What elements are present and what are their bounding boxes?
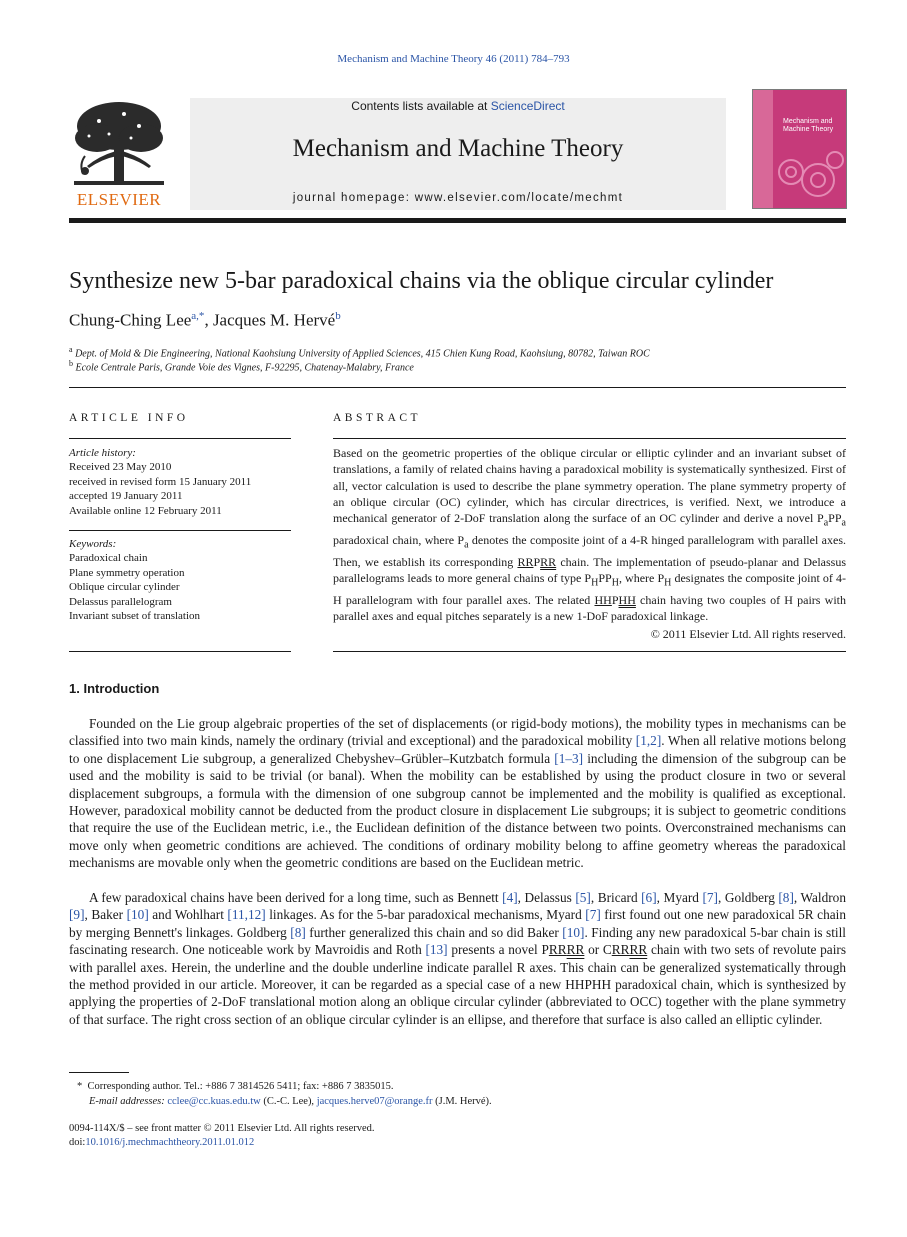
intro-paragraph-1 <box>69 715 846 872</box>
citation-link[interactable]: [7] <box>585 907 601 923</box>
para-text: or C <box>584 942 612 958</box>
intro-paragraph-2 <box>69 889 846 1028</box>
underlined-rr: RR <box>517 554 534 569</box>
subscript-h: H <box>611 577 619 589</box>
abstract-part: , where P <box>618 570 665 585</box>
abstract-rule-bottom <box>333 651 846 652</box>
email-lee-who: (C.-C. Lee), <box>260 1096 317 1107</box>
email-lee-link[interactable]: cclee@cc.kuas.edu.tw <box>167 1096 261 1107</box>
para-text: , Myard <box>656 890 703 905</box>
para-text: chain with two sets of revolute pairs with parallel axes. Herein, the underline and the double underline indicate parallel R axes. This chain can be generalized systematically through the method provided in our article. Moreover, it can be regarded as a special case of a new HHPHH paradoxical chain, which is synthesized by applying the properties of 2-DoF translational motion along an oblique circular cylinder (abbreviated to OCC) together with the plane symmetry of that surface. The right cross section of an oblique circular cylinder is an ellipse, and therefore that surface is also called an elliptic cylinder. <box>69 942 847 1027</box>
para-text: linkages. As for the 5-bar paradoxical mechanisms, Myard <box>265 907 586 923</box>
para-text: , Baker <box>84 907 127 923</box>
history-accepted: accepted 19 January 2011 <box>69 490 183 503</box>
section-heading-introduction: 1. Introduction <box>69 681 160 696</box>
elsevier-wordmark: ELSEVIER <box>76 190 162 209</box>
history-label: Article history: <box>69 447 136 459</box>
article-info-heading: ARTICLE INFO <box>69 412 189 424</box>
article-info-rule-top <box>69 438 291 439</box>
paper-title: Synthesize new 5-bar paradoxical chains via the oblique circular cylinder <box>69 268 774 294</box>
subscript-h: H <box>664 577 672 589</box>
affiliation-a <box>69 345 849 359</box>
citation-link[interactable]: [5] <box>575 890 591 905</box>
abstract-part: PP <box>598 570 612 585</box>
author-lee[interactable]: Chung-Ching Lee <box>69 310 192 330</box>
email-herve-link[interactable]: jacques.herve07@orange.fr <box>316 1096 433 1107</box>
para-text: . Finding any new paradoxical 5-bar chain is still fascinating research. One noticeable work by Mavroidis and Roth <box>69 924 846 958</box>
para-text: , Waldron <box>793 890 846 905</box>
homepage-prefix: journal homepage: <box>292 192 415 204</box>
para-text: , Goldberg <box>718 890 779 905</box>
author-herve[interactable]: Jacques M. Hervé <box>212 310 336 330</box>
para-text: , Bricard <box>590 890 642 905</box>
abstract-part: P <box>611 592 619 607</box>
keywords-label: Keywords: <box>69 538 117 550</box>
subscript-a: a <box>841 517 846 529</box>
journal-cover-thumbnail[interactable] <box>752 89 847 209</box>
affiliation-a-mark: a <box>69 345 73 354</box>
history-received: Received 23 May 2010 <box>69 461 172 474</box>
citation-link[interactable]: [7] <box>702 890 718 905</box>
para-text: presents a novel P <box>447 942 549 958</box>
doi-label: doi: <box>69 1137 86 1148</box>
journal-reference[interactable]: Mechanism and Machine Theory 46 (2011) 784–793 <box>337 53 570 65</box>
article-info-rule-bottom <box>69 651 291 652</box>
abstract-part: denotes the composite joint of a 4-R hinged parallelogram with parallel axes. Then, we establish its corresponding <box>333 532 846 569</box>
para-text: , Delassus <box>517 890 576 905</box>
doi-link[interactable]: 10.1016/j.mechmachtheory.2011.01.012 <box>85 1137 255 1148</box>
author-herve-affiliation-mark[interactable]: b <box>335 310 341 322</box>
citation-link[interactable]: [10] <box>562 924 585 940</box>
keyword-item: Plane symmetry operation <box>69 566 185 579</box>
underlined-hh: HH <box>594 592 612 607</box>
author-list <box>69 310 869 331</box>
email-herve-who: (J.M. Hervé). <box>432 1096 492 1107</box>
para-text: . When all relative motions belong to one displacement Lie subgroup, a generalized Chebyshev–Grübler–Kutzbatch formula <box>69 733 846 766</box>
para-text: and Wohlhart <box>148 907 228 923</box>
para-text: Founded on the Lie group algebraic properties of the set of displacements (or rigid-body motions), the mobility types in mechanisms can be classified into two main kinds, namely the ordinary (trivial and exceptional) and the paradoxical mobility <box>69 716 846 749</box>
citation-link[interactable]: [4] <box>502 890 518 905</box>
citation-link[interactable]: [10] <box>126 907 149 923</box>
corresponding-text: Corresponding author. Tel.: +886 7 3814526 5411; fax: +886 7 3835015. <box>87 1081 394 1092</box>
affiliation-b-mark: b <box>69 359 73 368</box>
keyword-item: Invariant subset of translation <box>69 610 201 623</box>
abstract-rule-top <box>333 438 846 439</box>
corresponding-author-footnote <box>69 1080 849 1094</box>
abstract-part: P <box>828 511 835 526</box>
contents-line <box>190 99 726 113</box>
history-online: Available online 12 February 2011 <box>69 504 222 517</box>
double-underlined-hh: HH <box>618 592 636 607</box>
homepage-url[interactable]: www.elsevier.com/locate/mechmt <box>414 192 624 204</box>
abstract-text <box>333 445 846 624</box>
keyword-item: Paradoxical chain <box>69 552 148 565</box>
underlined-rr: RR <box>548 942 567 958</box>
article-history <box>69 446 291 518</box>
citation-link[interactable]: [1,2] <box>635 733 662 749</box>
author-separator: , <box>204 310 213 330</box>
abstract-part: chain. The implementation of pseudo-planar and Delassus parallelograms leads to more general chains of type P <box>333 554 846 585</box>
double-underlined-rr: RR <box>629 942 648 958</box>
affiliation-b-text: Ecole Centrale Paris, Grande Voie des Vignes, F-92295, Chatenay-Malabry, France <box>75 362 414 374</box>
abstract-copyright: © 2011 Elsevier Ltd. All rights reserved. <box>650 627 846 641</box>
citation-link[interactable]: [6] <box>641 890 657 905</box>
double-underlined-rr: RR <box>540 554 557 569</box>
footnote-rule <box>69 1072 129 1073</box>
abstract-part: P <box>533 554 541 569</box>
para-text: first found out one new paradoxical 5R chain by merging Bennett's linkages. Goldberg <box>69 907 846 940</box>
footnote-star: * <box>77 1081 83 1092</box>
subscript-h: H <box>591 577 599 589</box>
citation-link[interactable]: [1–3] <box>554 750 584 766</box>
citation-link[interactable]: [9] <box>69 907 85 923</box>
cover-side-band <box>753 90 773 208</box>
journal-title: Mechanism and Machine Theory <box>292 135 624 162</box>
subscript-a: a <box>823 517 829 529</box>
contents-prefix: Contents lists available at <box>351 99 491 113</box>
abstract-part: P <box>834 511 842 526</box>
author-lee-affiliation-mark[interactable]: a,* <box>191 310 205 322</box>
double-underlined-rr: RR <box>566 942 585 958</box>
cover-title: Mechanism and Machine Theory <box>783 118 834 133</box>
affiliation-a-text: Dept. of Mold & Die Engineering, National Kaohsiung University of Applied Sciences, 415 Chien Kung Road, Kaohsiung, 80782, Taiwan ROC <box>75 348 650 360</box>
title-divider <box>69 387 846 388</box>
journal-homepage <box>190 192 726 204</box>
keyword-item: Delassus parallelogram <box>69 595 172 608</box>
header-rule <box>69 218 846 223</box>
abstract-heading: ABSTRACT <box>333 412 422 424</box>
abstract-part: designates the composite joint of 4-H parallelogram with four parallel axes. The related <box>333 570 846 607</box>
email-footnote <box>69 1095 849 1109</box>
sciencedirect-link[interactable]: ScienceDirect <box>490 99 565 113</box>
doi-line <box>69 1136 849 1150</box>
cover-gear-pattern-icon <box>773 150 845 205</box>
issn-line: 0094-114X/$ – see front matter © 2011 Elsevier Ltd. All rights reserved. <box>69 1123 375 1134</box>
citation-link[interactable]: [13] <box>425 942 448 958</box>
citation-link[interactable]: [8] <box>290 924 306 940</box>
para-text: further generalized this chain and so did Baker <box>305 924 563 940</box>
article-info-rule-mid <box>69 530 291 531</box>
history-revised: received in revised form 15 January 2011 <box>69 475 252 488</box>
subscript-a: a <box>464 539 469 551</box>
keywords-list <box>69 537 291 623</box>
affiliation-b <box>69 359 849 373</box>
abstract-part: paradoxical chain, where P <box>333 532 465 547</box>
abstract-part: chain having two couples of H pairs with parallel axes and equal pitches separately is a new 1-DoF paradoxical linkage. <box>333 592 846 623</box>
email-label: E-mail addresses: <box>89 1096 165 1107</box>
underlined-rr: RR <box>611 942 630 958</box>
abstract-part: Based on the geometric properties of the oblique circular or elliptic cylinder and an invariant subset of translations, a family of related chains having a paradoxical mobility is systematically synthesized. First of all, vector calculation is used to describe the plane symmetry operation. The plane symmetry property of an oblique circular (OC) cylinder, which has circular directrices, is verified. Next, we introduce a mechanical generator of 2-DoF translation along the surface of an OC cylinder and derive a novel P <box>333 446 846 526</box>
citation-link[interactable]: [8] <box>778 890 794 905</box>
para-text: A few paradoxical chains have been derived for a long time, such as Bennett <box>89 890 503 905</box>
citation-link[interactable]: [11,12] <box>227 907 266 923</box>
keyword-item: Oblique circular cylinder <box>69 581 180 594</box>
para-text: including the dimension of the subgroup can be used and the mobility is said to be trivial (or banal). When the mobility can be established by using the product closure in two or several displacement subgroups, a formula with the dimension of one subgroup cannot be implemented and the mobility is qualified as exceptional. However, paradoxical mobility cannot be deducted from the product closure in displacement Lie subgroups; it is subject to geometric conditions that require the use of the Euclidean metric, i.e., the Euclidean definition of the distance between two points. Overconstrained mechanisms can move only when geometric conditions are achieved. The conditions of ordinary mobility belong to affine geometry whereas the paradoxical mechanisms are movable only when the geometric conditions are based on the Euclidean metric. <box>69 750 846 871</box>
